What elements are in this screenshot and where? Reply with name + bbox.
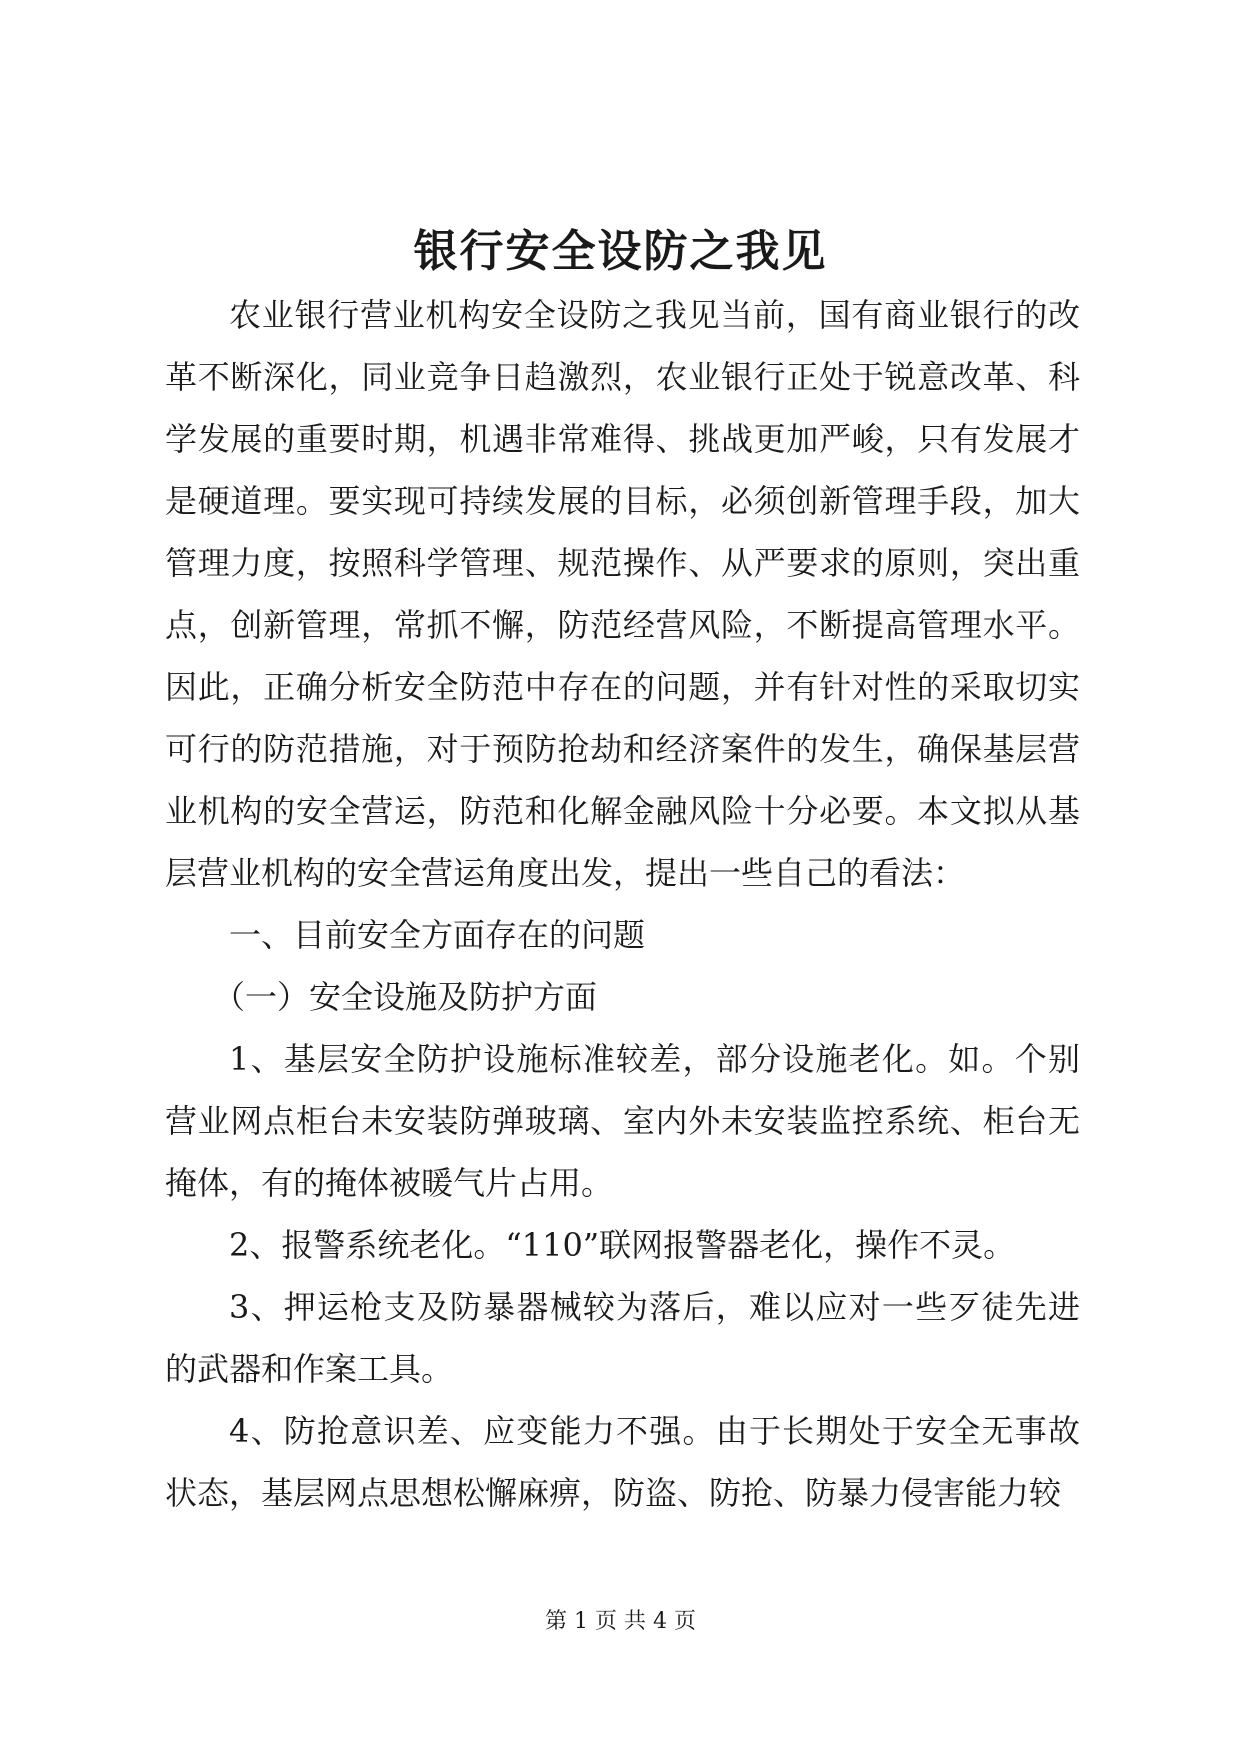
section-heading: 一、目前安全方面存在的问题 bbox=[229, 916, 646, 954]
subsection-heading: （一）安全设施及防护方面 bbox=[213, 978, 598, 1016]
paragraph-item-2: 2、报警系统老化。“110”联网报警器老化，操作不灵。 bbox=[229, 1226, 1016, 1264]
page-footer: 第 1 页 共 4 页 bbox=[545, 1609, 696, 1634]
document-title: 银行安全设防之我见 bbox=[413, 226, 828, 277]
paragraph-item-4: 4、防抢意识差、应变能力不强。由于长期处于安全无事故状态，基层网点思想松懈麻痹，防盗、防抢、防暴力侵害能力较 bbox=[165, 1412, 1080, 1512]
document-body bbox=[165, 284, 1080, 1524]
paragraph-intro: 农业银行营业机构安全设防之我见当前，国有商业银行的改革不断深化，同业竞争日趋激烈，农业银行正处于锐意改革、科学发展的重要时期，机遇非常难得、挑战更加严峻，只有发展才是硬道理。要实现可持续发展的目标，必须创新管理手段，加大管理力度，按照科学管理、规范操作、从严要求的原则，突出重点，创新管理，常抓不懈，防范经营风险，不断提高管理水平。因此，正确分析安全防范中存在的问题，并有针对性的采取切实可行的防范措施，对于预防抢劫和经济案件的发生，确保基层营业机构的安全营运，防范和化解金融风险十分必要。本文拟从基层营业机构的安全营运角度出发，提出一些自己的看法： bbox=[165, 296, 1080, 892]
paragraph-item-3: 3、押运枪支及防暴器械较为落后，难以应对一些歹徒先进的武器和作案工具。 bbox=[165, 1288, 1080, 1388]
paragraph-item-1: 1、基层安全防护设施标准较差，部分设施老化。如。个别营业网点柜台未安装防弹玻璃、室内外未安装监控系统、柜台无掩体，有的掩体被暖气片占用。 bbox=[165, 1040, 1080, 1202]
